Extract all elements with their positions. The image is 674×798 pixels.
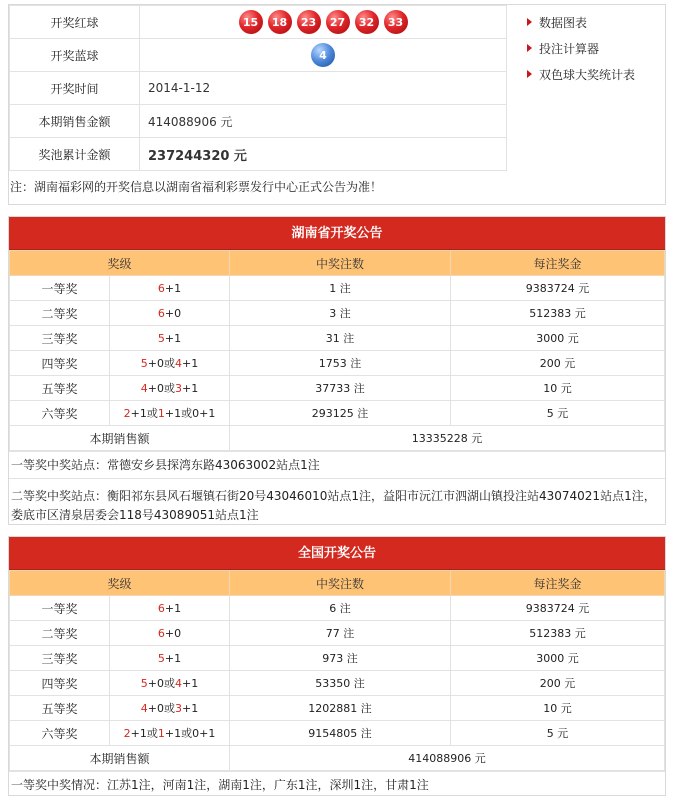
prize-row: [10, 696, 665, 721]
header-prize: 每注奖金: [451, 251, 665, 276]
prize-amount: 200 元: [451, 351, 665, 376]
hunan-second-winner: 二等奖中奖站点：衡阳祁东县风石堰镇石街20号43046010站点1注，益阳市沅江市泗湖山镇投注站43074021站点1注，娄底市区清泉居委会118号43089051站点1注: [9, 478, 665, 524]
prize-level: 三等奖: [10, 646, 110, 671]
prize-row: [10, 351, 665, 376]
winner-count: 973 注: [230, 646, 451, 671]
national-title: 全国开奖公告: [9, 537, 665, 570]
draw-date-value: 2014-1-12: [140, 72, 507, 105]
prize-level: 四等奖: [10, 351, 110, 376]
link-label: 双色球大奖统计表: [539, 67, 636, 82]
red-ball: 27: [326, 10, 350, 34]
red-ball-label: 开奖红球: [10, 6, 140, 39]
prize-amount: 10 元: [451, 376, 665, 401]
red-ball: 32: [355, 10, 379, 34]
jackpot-pool-value: 237244320 元: [140, 138, 507, 171]
red-count: 6: [157, 626, 165, 640]
prize-condition: [110, 401, 230, 426]
header-level: 奖级: [10, 571, 230, 596]
condition-suffix: +0或: [147, 382, 175, 395]
prize-condition: [110, 721, 230, 746]
red-count: 5: [140, 677, 148, 690]
condition-suffix: +0: [164, 626, 182, 640]
red-count: 4: [175, 357, 182, 370]
red-ball: 15: [239, 10, 263, 34]
red-count: 3: [175, 382, 182, 395]
national-sales-value: 414088906 元: [230, 746, 665, 771]
prize-amount: 3000 元: [451, 646, 665, 671]
draw-info-panel: [8, 4, 666, 205]
prize-level: 五等奖: [10, 376, 110, 401]
prize-condition: [110, 621, 230, 646]
prize-row: [10, 596, 665, 621]
condition-suffix: +1: [182, 702, 199, 715]
prize-level: 二等奖: [10, 301, 110, 326]
winner-count: 1 注: [230, 276, 451, 301]
condition-suffix: +1: [182, 382, 199, 395]
winner-count: 1753 注: [230, 351, 451, 376]
winner-count: 1202881 注: [230, 696, 451, 721]
winner-count: 293125 注: [230, 401, 451, 426]
sales-amount-label: 本期销售金额: [10, 105, 140, 138]
condition-suffix: +1: [182, 677, 199, 690]
national-first-winner: 一等奖中奖情况：江苏1注，河南1注，湖南1注，广东1注，深圳1注，甘肃1注: [9, 771, 665, 795]
link-label: 数据图表: [539, 15, 588, 30]
hunan-prize-table: [9, 250, 665, 451]
prize-level: 一等奖: [10, 596, 110, 621]
prize-amount: 512383 元: [451, 621, 665, 646]
prize-row: [10, 401, 665, 426]
prize-condition: [110, 696, 230, 721]
prize-level: 一等奖: [10, 276, 110, 301]
prize-amount: 9383724 元: [451, 596, 665, 621]
prize-condition: [110, 326, 230, 351]
hunan-title: 湖南省开奖公告: [9, 217, 665, 250]
condition-suffix: +1: [164, 281, 182, 295]
header-count: 中奖注数: [230, 251, 451, 276]
header-level: 奖级: [10, 251, 230, 276]
prize-level: 六等奖: [10, 401, 110, 426]
red-balls: [148, 10, 498, 34]
arrow-right-icon: [527, 18, 532, 26]
red-ball: 23: [297, 10, 321, 34]
blue-ball-cell: [140, 39, 507, 72]
link-jackpot-stats[interactable]: [527, 61, 635, 87]
link-label: 投注计算器: [539, 41, 600, 56]
blue-balls: [148, 43, 498, 67]
prize-level: 三等奖: [10, 326, 110, 351]
prize-condition: [110, 351, 230, 376]
quick-links: [527, 9, 635, 87]
hunan-sales-label: 本期销售额: [10, 426, 230, 451]
condition-suffix: +1或: [164, 727, 193, 740]
condition-suffix: +1: [164, 601, 182, 615]
prize-condition: [110, 276, 230, 301]
red-count: 5: [140, 357, 148, 370]
sales-amount-value: 414088906 元: [140, 105, 507, 138]
prize-level: 四等奖: [10, 671, 110, 696]
winner-count: 77 注: [230, 621, 451, 646]
red-count: 6: [157, 281, 165, 295]
winner-count: 31 注: [230, 326, 451, 351]
prize-row: [10, 276, 665, 301]
condition-suffix: +1: [164, 651, 182, 665]
prize-condition: [110, 301, 230, 326]
prize-amount: 200 元: [451, 671, 665, 696]
prize-row: [10, 326, 665, 351]
prize-level: 六等奖: [10, 721, 110, 746]
red-count: 4: [140, 702, 148, 715]
red-ball: 33: [384, 10, 408, 34]
prize-row: [10, 721, 665, 746]
arrow-right-icon: [527, 70, 532, 78]
red-balls-cell: [140, 6, 507, 39]
condition-suffix: +1: [164, 331, 182, 345]
national-prize-table: [9, 570, 665, 771]
prize-row: [10, 376, 665, 401]
prize-condition: [110, 376, 230, 401]
red-count: 6: [157, 601, 165, 615]
winner-count: 53350 注: [230, 671, 451, 696]
condition-suffix: +1或: [130, 407, 158, 420]
winner-count: 6 注: [230, 596, 451, 621]
link-data-charts[interactable]: [527, 9, 635, 35]
prize-row: [10, 646, 665, 671]
red-count: 1: [157, 727, 165, 740]
blue-ball-label: 开奖蓝球: [10, 39, 140, 72]
prize-condition: [110, 596, 230, 621]
winner-count: 9154805 注: [230, 721, 451, 746]
national-sales-label: 本期销售额: [10, 746, 230, 771]
prize-level: 二等奖: [10, 621, 110, 646]
prize-amount: 10 元: [451, 696, 665, 721]
disclaimer-note: 注：湖南福彩网的开奖信息以湖南省福利彩票发行中心正式公告为准！: [10, 180, 383, 194]
red-count: 5: [157, 651, 165, 665]
red-count: 5: [157, 331, 165, 345]
condition-suffix: +1或: [164, 407, 193, 420]
prize-level: 五等奖: [10, 696, 110, 721]
prize-amount: 3000 元: [451, 326, 665, 351]
hunan-sales-value: 13335228 元: [230, 426, 665, 451]
condition-suffix: +0: [164, 306, 182, 320]
condition-suffix: +0或: [147, 677, 175, 690]
red-ball: 18: [268, 10, 292, 34]
hunan-announcement: [8, 216, 666, 525]
red-count: 6: [157, 306, 165, 320]
jackpot-pool-label: 奖池累计金额: [10, 138, 140, 171]
prize-condition: [110, 646, 230, 671]
condition-suffix: +1: [182, 357, 199, 370]
prize-amount: 5 元: [451, 721, 665, 746]
condition-extra: 0+1: [192, 727, 216, 740]
prize-amount: 5 元: [451, 401, 665, 426]
prize-row: [10, 671, 665, 696]
header-count: 中奖注数: [230, 571, 451, 596]
link-bet-calculator[interactable]: [527, 35, 635, 61]
red-count: 3: [175, 702, 182, 715]
winner-count: 37733 注: [230, 376, 451, 401]
condition-suffix: +1或: [130, 727, 158, 740]
draw-date-label: 开奖时间: [10, 72, 140, 105]
prize-condition: [110, 671, 230, 696]
draw-info-table: [9, 5, 507, 171]
hunan-first-winner: 一等奖中奖站点：常德安乡县探湾东路43063002站点1注: [9, 451, 665, 478]
prize-row: [10, 301, 665, 326]
red-count: 4: [140, 382, 148, 395]
arrow-right-icon: [527, 44, 532, 52]
prize-amount: 9383724 元: [451, 276, 665, 301]
winner-count: 3 注: [230, 301, 451, 326]
header-prize: 每注奖金: [451, 571, 665, 596]
condition-suffix: +0或: [147, 702, 175, 715]
national-announcement: [8, 536, 666, 796]
prize-amount: 512383 元: [451, 301, 665, 326]
blue-ball: 4: [311, 43, 335, 67]
red-count: 2: [123, 727, 131, 740]
red-count: 4: [175, 677, 182, 690]
red-count: 2: [123, 407, 131, 420]
condition-extra: 0+1: [192, 407, 216, 420]
condition-suffix: +0或: [147, 357, 175, 370]
prize-row: [10, 621, 665, 646]
red-count: 1: [157, 407, 165, 420]
